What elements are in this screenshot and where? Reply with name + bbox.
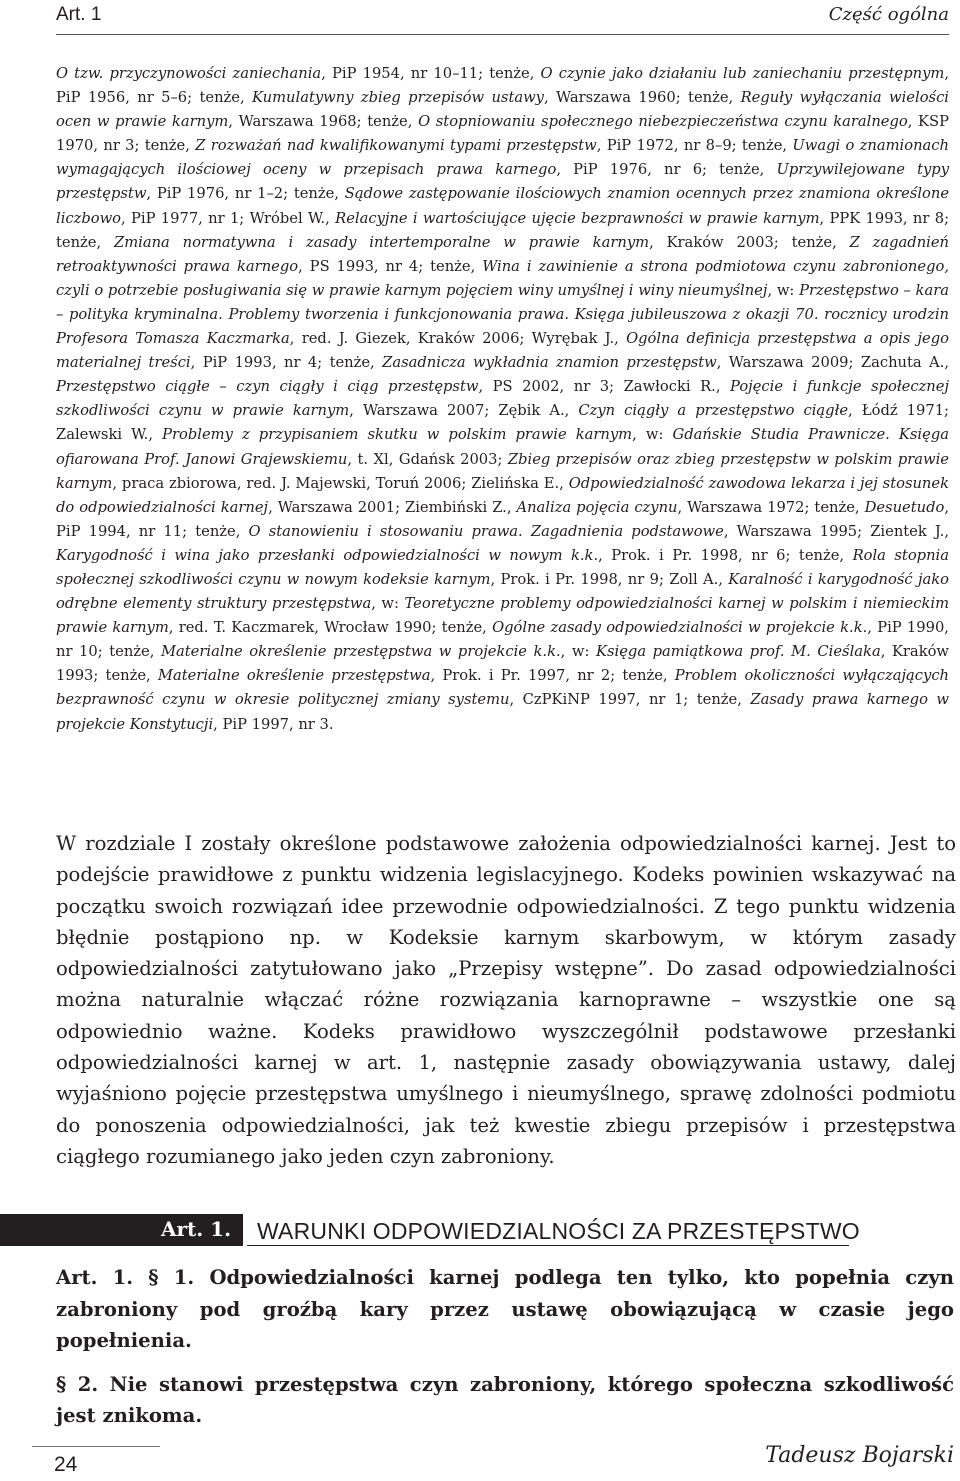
bibliography-title: Pojęcie i funkcje społecznej szkodliwości czynu w prawie karnym [56,378,949,420]
bibliography-paragraph [56,62,949,737]
article-label: Art. 1. [161,1217,232,1241]
bibliography-title: Teoretyczne problemy odpowiedzialności karnej w polskim i niemieckim prawie karnym [56,595,949,637]
bibliography-title: Analiza pojęcia czynu [516,498,678,516]
bibliography-title: Problemy z przypisaniem skutku w polskim prawie karnym [162,426,633,444]
article-heading [0,1214,870,1248]
bibliography-title: Materialne określenie przestępstwa [157,667,431,685]
bibliography-title: O stanowieniu i stosowaniu prawa. Zagadnienia podstawowe [248,522,724,540]
header-section-title: Część ogólna [828,4,949,25]
bibliography-title: Desuetudo [864,498,945,516]
article-title: WARUNKI ODPOWIEDZIALNOŚCI ZA PRZESTĘPSTWO [257,1218,860,1244]
bibliography-title: Odpowiedzialność zawodowa lekarza i jej stosunek do odpowiedzialności karnej [56,474,949,516]
bibliography-title: Przestępstwo – kara – polityka kryminalna. Problemy tworzenia i funkcjonowania prawa. Księga jubileuszowa z okazji 70. rocznicy urodzin Profesora Tomasza Kaczmarka [56,281,949,348]
bibliography-title: Wina i zawinienie a strona podmiotowa czynu zabronionego, czyli o potrzebie posługiwania się w prawie karnym pojęciem winy umyślnej i winy nieumyślnej [56,257,949,299]
bibliography-citation: , Warszawa 1972; tenże, [677,498,865,516]
bibliography-citation: , PPK 1993, nr 8; tenże, [56,209,950,251]
bibliography-title: Księga pamiątkowa prof. M. Cieślaka [596,643,881,661]
header-divider [56,34,949,35]
bibliography-title: Przestępstwo ciągłe – czyn ciągły i ciąg przestępstw [56,378,479,396]
bibliography-citation: , Prok. i Pr. 1997, nr 2; tenże, [430,667,675,685]
bibliography-citation: , PiP 1954, nr 10–11; tenże, [321,65,541,82]
bibliography-title: Karygodność i wina jako przesłanki odpowiedzialności w nowym k.k. [56,546,599,564]
bibliography-citation: , PiP 1976, nr 1–2; tenże, [146,185,345,203]
bibliography-citation: , t. Xl, Gdańsk 2003; [347,450,508,468]
bibliography-title: Z rozważań nad kwalifikowanymi typami przestępstw [195,137,597,155]
bibliography-title: O tzw. przyczynowości zaniechania [56,65,322,82]
bibliography-citation: , Warszawa 2001; Ziembiński Z., [268,498,517,516]
article-label-bar [0,1214,243,1246]
bibliography-citation: , PiP 1977, nr 1; Wróbel W., [121,209,336,227]
bibliography-title: Zmiana normatywna i zasady intertemporalne w prawie karnym [114,233,650,251]
bibliography-citation: , PiP 1956, nr 5–6; tenże, [56,65,950,107]
bibliography-citation: , Prok. i Pr. 1998, nr 9; Zoll A., [490,570,729,588]
bibliography-citation: , PS 2002, nr 3; Zawłocki R., [478,378,731,396]
bibliography-title: Rola stopnia społecznej szkodliwości czynu w nowym kodeksie karnym [56,546,949,588]
bibliography-title: Ogólna definicja przestępstwa a opis jego materialnej treści [56,330,949,372]
bibliography-title: Relacyjne i wartościujące ujęcie bezprawności w prawie karnym [335,209,820,227]
bibliography-title: Problem okoliczności wyłączających bezprawność czynu w okresie politycznej zmiany systemu [56,667,950,709]
bibliography-citation: , Warszawa 1960; tenże, [543,89,741,107]
bibliography-citation: , Prok. i Pr. 1998, nr 6; tenże, [598,546,853,564]
bibliography-citation: , KSP 1970, nr 3; tenże, [56,113,949,155]
bibliography-citation: , CzPKiNP 1997, nr 1; tenże, [509,691,751,709]
bibliography-citation: , w: [767,281,800,299]
bibliography-title: Uwagi o znamionach wymagających ilościowej oceny w przepisach prawa karnego [56,137,949,179]
bibliography-title: Reguły wyłączania wielości ocen w prawie karnym [56,89,949,131]
footer-divider [32,1446,160,1447]
bibliography-title: O stopniowaniu społecznego niebezpieczeństwa czynu karalnego [418,113,908,131]
provision-paragraph-1: Art. 1. § 1. Odpowiedzialności karnej podlega ten tylko, kto popełnia czyn zabroniony pod groźbą kary przez ustawę obowiązującą w czasie jego popełnienia. [56,1266,954,1352]
bibliography-title: Sądowe zastępowanie ilościowych znamion ocennych przez znamiona określone liczbowo [56,185,950,227]
bibliography-citation: , red. J. Giezek, Kraków 2006; Wyrębak J., [289,330,627,348]
bibliography-citation: , PiP 1990, nr 10; tenże, [56,619,949,661]
bibliography-citation: , PS 1993, nr 4; tenże, [298,257,483,275]
bibliography-citation: , PiP 1972, nr 8–9; tenże, [596,137,793,155]
bibliography-title: Zasady prawa karnego w projekcie Konstytucji [56,691,949,733]
bibliography-citation: , PiP 1993, nr 4; tenże, [190,354,383,372]
page-number: 24 [54,1453,78,1476]
bibliography-title: Karalność i karygodność jako odrębne elementy struktury przestępstwa [56,570,949,613]
bibliography-title: Materialne określenie przestępstwa w projekcie k.k. [160,643,561,661]
bibliography-title: Ogólne zasady odpowiedzialności w projekcie k.k. [492,619,868,637]
header-article-ref: Art. 1 [56,4,102,25]
bibliography-citation: , Kraków 2003; tenże, [649,233,850,251]
bibliography-title: Gdańskie Studia Prawnicze. Księga ofiarowana Prof. Janowi Grajewskiemu [56,426,949,468]
bibliography-title: Kumulatywny zbieg przepisów ustawy [252,89,544,107]
running-header [56,4,949,34]
bibliography-citation: , Kraków 1993; tenże, [56,643,950,685]
bibliography-citation: , Łódź 1971; Zalewski W., [56,402,949,444]
bibliography-citation: , Warszawa 2009; Zachuta A., [716,354,949,372]
statute-provisions [56,1262,954,1432]
bibliography-citation: , red. T. Kaczmarek, Wrocław 1990; tenże, [168,619,493,637]
bibliography-citation: , Warszawa 2007; Zębik A., [349,402,579,420]
bibliography-citation: , Warszawa 1995; Zientek J., [723,522,950,540]
bibliography-citation: , PiP 1976, nr 6; tenże, [556,161,777,179]
provision-paragraph-2: § 2. Nie stanowi przestępstwa czyn zabroniony, którego społeczna szkodliwość jest znikoma. [56,1372,954,1427]
footer-author: Tadeusz Bojarski [765,1443,954,1468]
bibliography-citation: , PiP 1997, nr 3. [213,715,334,733]
bibliography-citation: , praca zbiorowa, red. J. Majewski, Toruń 2006; Zielińska E., [112,474,569,492]
bibliography-citation: , w: [560,643,597,661]
bibliography-title: Czyn ciągły a przestępstwo ciągłe [578,402,849,420]
article-title-underline [247,1245,849,1246]
bibliography-citation: , Warszawa 1968; tenże, [228,113,419,131]
bibliography-citation: , w: [371,595,405,613]
bibliography-title: Uprzywilejowane typy przestępstw [56,161,949,203]
bibliography-title: Zbieg przepisów oraz zbieg przestępstw w polskim prawie karnym [56,450,949,492]
bibliography-title: Zasadnicza wykładnia znamion przestępstw [382,354,717,372]
bibliography-citation: , w: [632,426,673,444]
commentary-paragraph: W rozdziale I zostały określone podstawowe założenia odpowiedzialności karnej. Jest to podejście prawidłowe z punktu widzenia legislacyjnego. Kodeks powinien wskazywać na początku swoich rozwiązań idee przewodnie odpowiedzialności. Z tego punktu widzenia błędnie postąpiono np. w Kodeksie karnym skarbowym, w którym zasady odpowiedzialności zatytułowano jako „Przepisy wstępne”. Do zasad odpowiedzialności można naturalnie włączać różne rozwiązania karnoprawne – wszystkie one są odpowiednio ważne. Kodeks prawidłowo wyszczególnił podstawowe przesłanki odpowiedzialności karnej w art. 1, następnie zasady obowiązywania ustawy, dalej wyjaśniono pojęcie przestępstwa umyślnego i nieumyślnego, sprawę zdolności podmiotu do ponoszenia odpowiedzialności, jak też kwestie zbiegu przepisów i przestępstwa ciągłego rozumianego jako jeden czyn zabroniony. [56,832,956,1168]
bibliography-title: O czynie jako działaniu lub zaniechaniu przestępnym [540,65,945,82]
bibliography-title: Z zagadnień retroaktywności prawa karnego [56,233,950,275]
bibliography-citation: , PiP 1994, nr 11; tenże, [56,498,949,540]
